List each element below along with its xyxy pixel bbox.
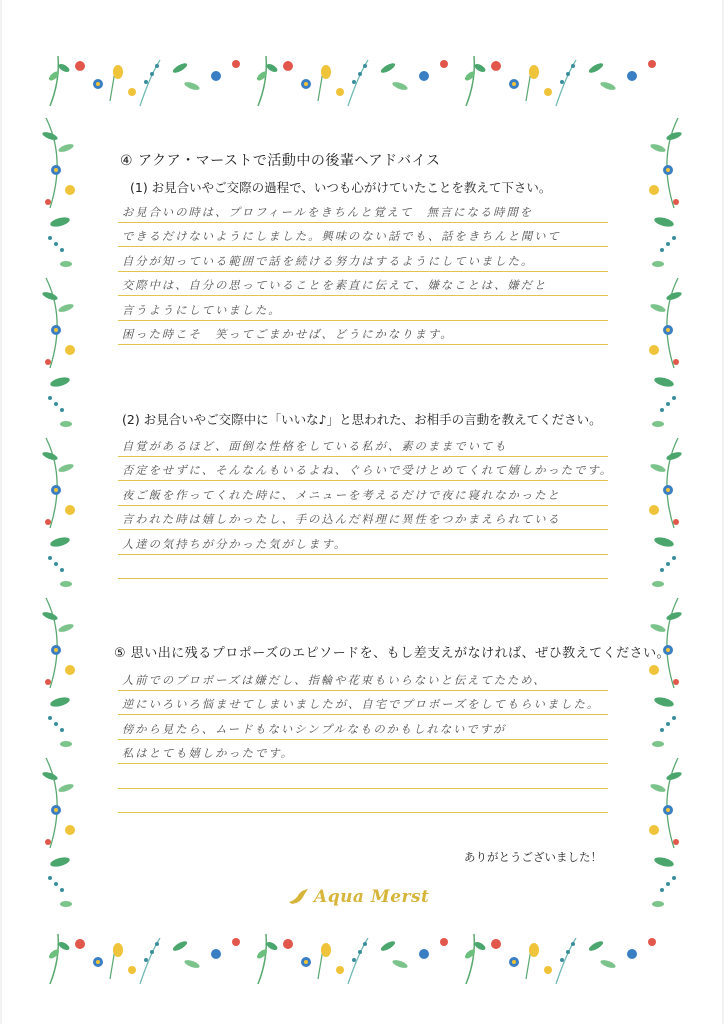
section4-q1-label: (1) お見合いやご交際の過程で、いつも心がけていたことを教えて下さい。: [130, 180, 552, 195]
answer-line: [118, 789, 608, 814]
floral-border-left: [36, 118, 94, 918]
answer-line: 交際中は、自分の思っていることを素直に伝えて、嫌なことは、嫌だと: [118, 272, 608, 297]
floral-border-top: [40, 46, 684, 118]
answer-line: 私はとても嬉しかったです。: [118, 740, 608, 765]
letter-page: [2, 0, 722, 1024]
aqua-merst-logo: [288, 884, 429, 910]
answer-line: [118, 764, 608, 789]
section4-q1-answer: [118, 198, 608, 345]
answer-line: 傍から見たら、ムードもないシンプルなものかもしれないですが: [118, 715, 608, 740]
answer-line: 自覚があるほど、面倒な性格をしている私が、素のままでいても: [118, 432, 608, 457]
answer-line: 言うようにしていました。: [118, 296, 608, 321]
section5-label: ⑤ 思い出に残るプロポーズのエピソードを、もし差支えがなければ、ぜひ教えてください。: [114, 646, 671, 661]
answer-line: 夜ご飯を作ってくれた時に、メニューを考えるだけで夜に寝れなかったと: [118, 481, 608, 506]
answer-line: お見合いの時は、プロフィールをきちんと覚えて 無言になる時間を: [118, 198, 608, 223]
answer-line: 人前でのプロポーズは嫌だし、指輪や花束もいらないと伝えてたため、: [118, 666, 608, 691]
section5-answer: [118, 666, 608, 813]
floral-border-right: [630, 118, 688, 918]
answer-line: 人達の気持ちが分かった気がします。: [118, 530, 608, 555]
section4-q2-answer: [118, 432, 614, 579]
section4-q2-label: (2) お見合いやご交際中に「いいな♪」と思われた、お相手の言動を教えてください。: [122, 412, 602, 427]
answer-line: 自分が知っている範囲で話を続ける努力はするようにしていました。: [118, 247, 608, 272]
closing-thanks: ありがとうございました！: [464, 850, 602, 864]
answer-line: [118, 555, 608, 580]
answer-line: できるだけないようにしました。興味のない話でも、話をきちんと聞いて: [118, 223, 608, 248]
answer-line: 否定をせずに、そんなんもいるよね、ぐらいで受けとめてくれて嬉しかったです。: [118, 457, 608, 482]
gold-bird-icon: [288, 888, 310, 906]
answer-line: 言われた時は嬉しかったし、手の込んだ料理に異性をつかまえられている: [118, 506, 608, 531]
section4-title: ④ アクア・マーストで活動中の後輩へアドバイス: [120, 153, 441, 169]
floral-border-bottom: [40, 918, 684, 994]
logo-text: Aqua Merst: [314, 887, 430, 907]
answer-line: 困った時こそ 笑ってごまかせば、どうにかなります。: [118, 321, 608, 346]
answer-line: 逆にいろいろ悩ませてしまいましたが、自宅でプロポーズをしてもらいました。: [118, 691, 608, 716]
